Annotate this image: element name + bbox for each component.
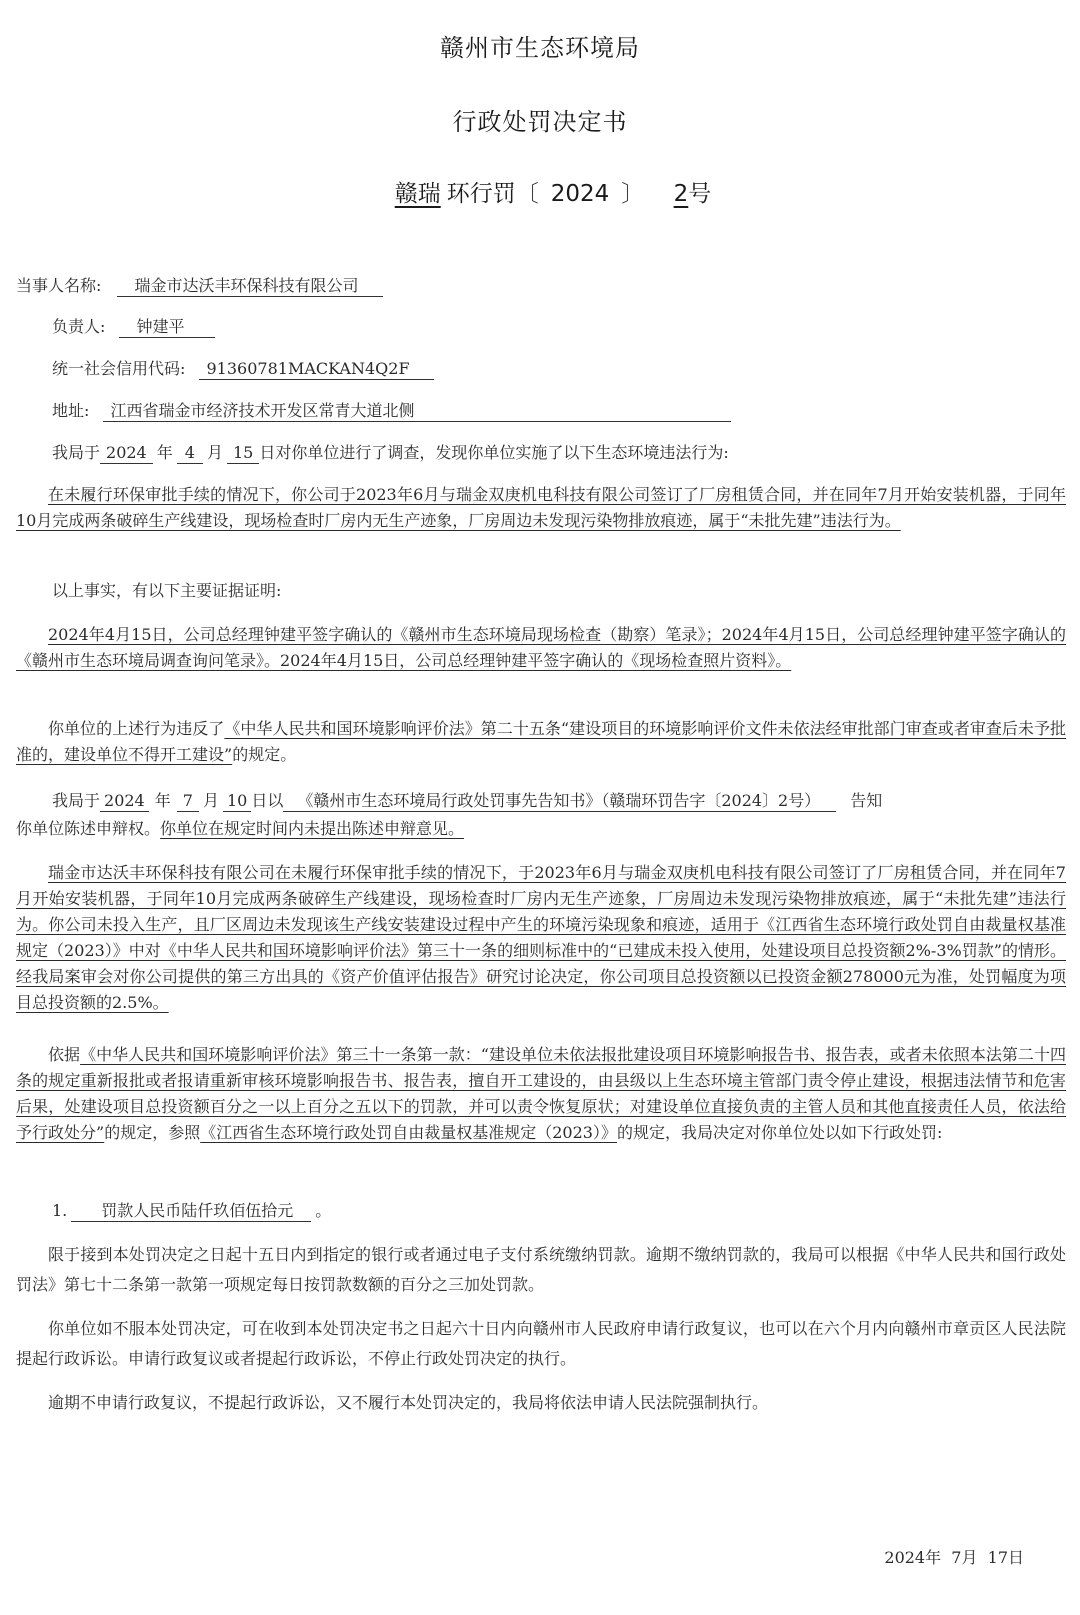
violation-paragraph	[16, 716, 1066, 768]
agency-title: 赣州市生态环境局	[440, 34, 640, 62]
basis-reference-lead: 的规定，参照	[104, 1123, 201, 1142]
doc-number-close: 〕	[621, 181, 645, 207]
doc-number-seq: 2	[673, 181, 689, 207]
facts-paragraph: 在未履行环保审批手续的情况下，你公司于2023年6月与瑞金双庚机电科技有限公司签订了厂房租赁合同，并在同年7月开始安装机器，于同年10月完成两条破碎生产线建设，现场检查时厂房内无生产迹象，厂房周边未发现污染物排放痕迹，属于“未批先建”违法行为。	[16, 485, 1066, 530]
basis-decision: 的规定，我局决定对你单位处以如下行政处罚:	[616, 1123, 943, 1142]
enforcement-paragraph: 逾期不申请行政复议，不提起行政诉讼，又不履行本处罚决定的，我局将依法申请人民法院强制执行。	[48, 1393, 769, 1412]
notice-line-1	[52, 790, 882, 812]
doc-number-middle: 环行罚〔	[446, 181, 539, 207]
doc-number-suffix: 号	[688, 181, 712, 207]
investigation-year-unit: 年	[156, 443, 173, 462]
notice-month: 7	[177, 791, 199, 812]
party-address-row	[52, 400, 731, 422]
appeal-paragraph: 你单位如不服本处罚决定，可在收到本处罚决定书之日起六十日内向赣州市人民政府申请行政复议，也可以在六个月内向赣州市章贡区人民法院提起行政诉讼。申请行政复议或者提起行政诉讼，不停止行政处罚决定的执行。	[16, 1319, 1066, 1368]
notice-tail: 告知	[850, 791, 883, 810]
violation-lead: 你单位的上述行为违反了	[48, 719, 225, 738]
basis-law-clause: 《中华人民共和国环境影响评价法》第三十一条第一款：“建设单位未依法报批建设项目环境影响报告书、报告表，或者未依照本法第二十四条的规定重新报批或者报请重新审核环境影响报告书、报告表，擅自开工建设的，由县级以上生态环境主管部门责令停止建设，根据违法情节和危害后果，处建设项目总投资额百分之一以上百分之五以下的罚款，并可以责令恢复原状；对建设单位直接负责的主管人员和其他直接责任人员，依法给予行政处分”	[16, 1045, 1066, 1142]
notice-day: 10	[223, 791, 251, 812]
party-credit-label: 统一社会信用代码:	[52, 359, 186, 378]
payment-paragraph: 限于接到本处罚决定之日起十五日内到指定的银行或者通过电子支付系统缴纳罚款。逾期不缴纳罚款的，我局可以根据《中华人民共和国行政处罚法》第七十二条第一款第一项规定每日按罚款数额的百分之三加处罚款。	[16, 1245, 1066, 1294]
document-number	[0, 175, 1080, 208]
party-person-row	[52, 316, 215, 338]
violation-tail: 的规定。	[232, 745, 297, 764]
investigation-lead: 我局于	[52, 443, 101, 462]
notice-document-ref: 《赣州市生态环境局行政处罚事先告知书》（赣瑞环罚告字〔2024〕2号）	[283, 791, 836, 812]
investigation-rest: 日对你单位进行了调查，发现你单位实施了以下生态环境违法行为:	[259, 443, 729, 462]
notice-month-unit: 月	[202, 791, 219, 810]
notice-line-2	[16, 818, 464, 840]
party-address-label: 地址:	[52, 401, 90, 420]
notice-rights: 你单位陈述申辩权。	[16, 819, 161, 838]
basis-discretion-rule: 《江西省生态环境行政处罚自由裁量权基准规定（2023）》	[200, 1123, 617, 1142]
penalty-amount: 罚款人民币陆仟玖佰伍拾元	[71, 1201, 311, 1222]
discretion-paragraph: 瑞金市达沃丰环保科技有限公司在未履行环保审批手续的情况下，于2023年6月与瑞金双庚机电科技有限公司签订了厂房租赁合同，并在同年7月开始安装机器，于同年10月完成两条破碎生产线建设，现场检查时厂房内无生产迹象，厂房周边未发现污染物排放痕迹，属于“未批先建”违法行为。你公司未投入生产，且厂区周边未发现该生产线安装建设过程中产生的环境污染现象和痕迹，适用于《江西省生态环境行政处罚自由裁量权基准规定（2023）》中对《中华人民共和国环境影响评价法》第三十一条的细则标准中的“已建成未投入使用，处建设项目总投资额2%-3%罚款”的情形。经我局案审会对你公司提供的第三方出具的《资产价值评估报告》研究讨论决定，你公司项目总投资额以已投资金额278000元为准，处罚幅度为项目总投资额的2.5%。	[16, 863, 1066, 1012]
doc-number-year: 2024	[550, 181, 610, 207]
penalty-item-end: 。	[315, 1201, 332, 1220]
notice-day-unit: 日以	[251, 791, 284, 810]
notice-year-unit: 年	[154, 791, 171, 810]
notice-year: 2024	[100, 791, 149, 812]
investigation-month: 4	[177, 443, 203, 464]
evidence-intro: 以上事实，有以下主要证据证明:	[52, 581, 282, 600]
party-credit-row	[52, 358, 434, 380]
evidence-paragraph: 2024年4月15日，公司总经理钟建平签字确认的《赣州市生态环境局现场检查（勘察）笔录》；2024年4月15日，公司总经理钟建平签字确认的《赣州市生态环境局调查询问笔录》。2024年4月15日，公司总经理钟建平签字确认的《现场检查照片资料》。	[16, 625, 1066, 670]
notice-no-objection: 你单位在规定时间内未提出陈述申辩意见。	[160, 819, 465, 838]
party-person-value: 钟建平	[119, 317, 215, 338]
investigation-year: 2024	[100, 443, 153, 464]
investigation-day: 15	[227, 443, 259, 464]
notice-lead: 我局于	[52, 791, 101, 810]
party-address-value: 江西省瑞金市经济技术开发区常青大道北侧	[103, 401, 731, 422]
investigation-line	[52, 442, 729, 464]
doc-number-prefix: 赣瑞	[394, 181, 441, 207]
party-person-label: 负责人:	[52, 317, 106, 336]
penalty-item-number: 1.	[52, 1201, 68, 1220]
document-type-title: 行政处罚决定书	[452, 108, 628, 136]
basis-lead: 依据	[48, 1045, 81, 1064]
investigation-month-unit: 月	[206, 443, 223, 462]
party-name-label: 当事人名称:	[16, 276, 102, 295]
party-credit-value: 91360781MACKAN4Q2F	[199, 359, 434, 380]
legal-basis-paragraph	[16, 1042, 1066, 1146]
violation-law-clause: 《中华人民共和国环境影响评价法》第二十五条“建设项目的环境影响评价文件未依法经审批部门审查或者审查后未予批准的，建设单位不得开工建设”	[16, 719, 1066, 764]
party-name-value: 瑞金市达沃丰环保科技有限公司	[117, 276, 383, 297]
penalty-item	[52, 1200, 331, 1222]
party-name-row	[16, 275, 383, 297]
signature-date: 2024年 7月 17日	[884, 1548, 1024, 1567]
